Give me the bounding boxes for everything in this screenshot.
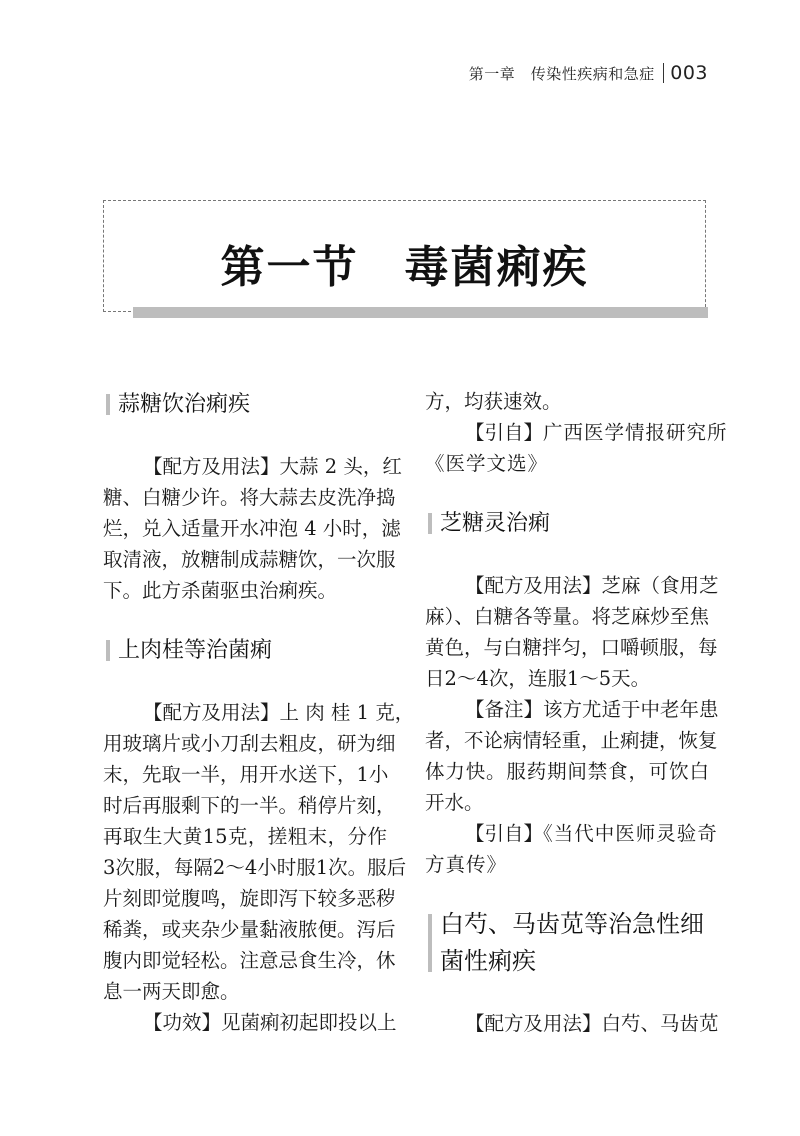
body-text: 腹内即觉轻松。注意忌食生冷，休 (103, 949, 396, 972)
citation-text: 方真传》 (425, 853, 508, 876)
body-text: 黄色，与白糖拌匀，口嚼顿服，每 (425, 636, 718, 659)
citation-text: 《医学文选》 (425, 452, 549, 475)
text-line (103, 790, 396, 821)
text-line (425, 849, 709, 880)
section-title-box (103, 200, 706, 312)
text-line (103, 575, 387, 606)
body-text: 下。此方杀菌驱虫治痢疾。 (103, 579, 338, 602)
citation-text: 《当代中医师灵验奇 (543, 822, 718, 845)
text-line (425, 601, 709, 632)
header-divider (663, 63, 665, 83)
body-text: 3次服，每隔2～4小时服1次。服后 (103, 856, 407, 879)
recipe-heading (425, 505, 709, 542)
body-text: 体力快。服药期间禁食，可饮白 (425, 760, 709, 783)
text-line (103, 945, 396, 976)
section-title: 第一节 毒菌痢疾 (220, 242, 589, 293)
recipe-paragraph (425, 570, 719, 694)
body-text: 稀粪，或夹杂少量黏液脓便。泻后 (103, 918, 396, 941)
text-line (103, 513, 401, 544)
text-line (103, 759, 387, 790)
field-label: 【引自】 (465, 421, 544, 444)
text-line (103, 821, 387, 852)
text-line (425, 632, 718, 663)
field-label: 【配方及用法】 (143, 701, 280, 724)
body-text: 取清液，放糖制成蒜糖饮，一次服 (103, 548, 396, 571)
text-line (103, 451, 402, 482)
body-text: 芝麻（食用芝 (601, 574, 719, 597)
field-label: 【引自】 (465, 822, 544, 845)
left-column (103, 386, 415, 1038)
text-line (425, 1008, 719, 1039)
text-line (103, 544, 396, 575)
text-line (103, 914, 396, 945)
body-text: 再取生大黄15克，搓粗末，分作 (103, 825, 387, 848)
body-text: 麻）、白糖各等量。将芝麻炒至焦 (425, 605, 709, 628)
body-text: 末，先取一半，用开水送下，1小 (103, 763, 389, 786)
body-text: 方，均获速效。 (425, 390, 562, 413)
recipe-paragraph (425, 386, 709, 417)
running-header (469, 62, 708, 84)
body-text: 上 肉 桂 1 克， (279, 701, 415, 724)
body-text: 日2～4次，连服1～5天。 (425, 667, 651, 690)
field-label: 【备注】 (465, 698, 544, 721)
recipe-paragraph (103, 451, 402, 606)
heading-line: 白芍、马齿苋等治急性细 (440, 910, 704, 938)
text-line (425, 417, 728, 448)
heading-line: 蒜糖饮治痢疾 (118, 392, 251, 417)
body-text: 时后再服剩下的一半。稍停片刻， (103, 794, 396, 817)
field-label: 【配方及用法】 (465, 574, 602, 597)
recipe-heading (103, 632, 387, 669)
body-text: 者，不论病情轻重，止痢捷，恢复 (425, 729, 718, 752)
text-line (103, 883, 396, 914)
page-number: 003 (670, 62, 708, 84)
text-line (425, 694, 719, 725)
title-underline-bar (133, 307, 708, 318)
text-line (425, 570, 719, 601)
recipe-heading (425, 906, 709, 980)
body-text: 息一两天即愈。 (103, 980, 240, 1003)
text-line (425, 663, 709, 694)
recipe-paragraph (103, 697, 415, 1007)
text-line (103, 728, 396, 759)
recipe-paragraph (425, 1008, 719, 1039)
body-text: 用玻璃片或小刀刮去粗皮，研为细 (103, 732, 396, 755)
field-label: 【配方及用法】 (143, 455, 280, 478)
heading-line: 菌性痢疾 (440, 947, 536, 975)
text-line (425, 818, 718, 849)
body-text: 糖、白糖少许。将大蒜去皮洗净捣 (103, 486, 396, 509)
text-line (103, 1007, 397, 1038)
recipe-paragraph (103, 1007, 397, 1038)
chapter-title: 第一章 传染性疾病和急症 (468, 64, 655, 83)
text-line (425, 386, 709, 417)
text-line (103, 697, 415, 728)
body-text: 片刻即觉腹鸣，旋即泻下较多恶秽 (103, 887, 396, 910)
text-line (425, 725, 718, 756)
text-line (425, 448, 709, 479)
citation-text: 广西医学情报研究所 (543, 421, 728, 444)
recipe-paragraph (425, 417, 728, 479)
text-line (103, 976, 387, 1007)
heading-line: 上肉桂等治菌痢 (118, 638, 273, 663)
text-line (425, 787, 709, 818)
text-line (103, 482, 396, 513)
body-text: 烂，兑入适量开水冲泡 4 小时，滤 (103, 517, 401, 540)
body-text: 见菌痢初起即投以上 (221, 1011, 397, 1034)
text-line (425, 756, 709, 787)
recipe-paragraph (425, 694, 719, 818)
body-text: 开水。 (425, 791, 484, 814)
heading-line: 芝糖灵治痢 (440, 511, 551, 536)
body-text: 该方尤适于中老年患 (543, 698, 719, 721)
body-text: 大蒜 2 头，红 (279, 455, 402, 478)
text-line (103, 852, 407, 883)
recipe-heading (103, 386, 387, 423)
body-text: 白芍、马齿苋 (601, 1012, 719, 1035)
recipe-paragraph (425, 818, 718, 880)
right-column (425, 386, 728, 1039)
field-label: 【配方及用法】 (465, 1012, 602, 1035)
field-label: 【功效】 (143, 1011, 222, 1034)
